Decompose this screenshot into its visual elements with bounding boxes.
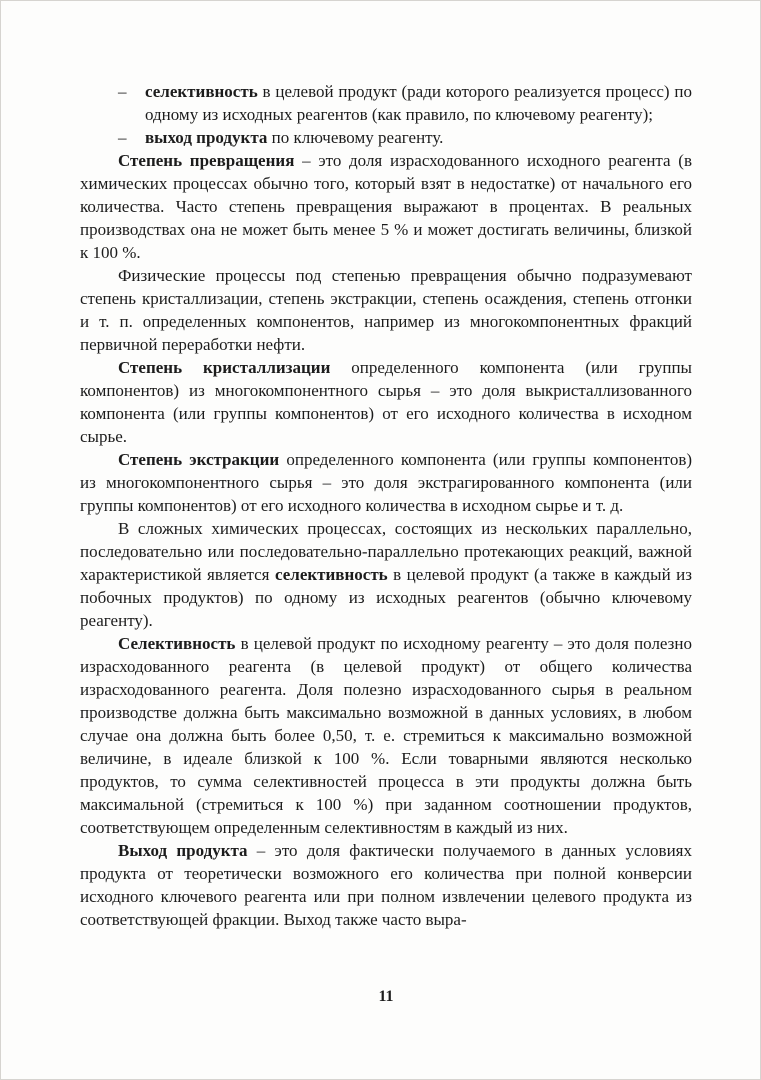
bold-term: селективность <box>274 565 388 584</box>
bold-term: селективность <box>145 82 258 101</box>
list-item <box>80 80 692 126</box>
bold-term: Степень кристаллизации <box>118 358 331 377</box>
text-run: в целевой продукт (а также в каждый из побочных продуктов) по одному из исходных реагентов (обычно ключевому реагенту). <box>80 565 692 630</box>
bold-term: Степень превращения <box>118 151 295 170</box>
bullet-list <box>80 80 692 149</box>
bold-term: Выход продукта <box>118 841 248 860</box>
page-content <box>80 80 692 931</box>
bold-term: Селективность <box>118 634 236 653</box>
paragraph <box>80 149 692 264</box>
text-run: В сложных химических процессах, состоящих из нескольких параллельно, последовательно или последовательно-параллельно протекающих реакций, важной характеристикой является <box>80 519 692 584</box>
bold-term: выход продукта <box>145 128 268 147</box>
paragraph <box>80 356 692 448</box>
paragraph <box>80 517 692 632</box>
text-run: по ключевому реагенту. <box>267 128 444 147</box>
page-number: 11 <box>378 988 394 1005</box>
text-run: – это доля фактически получаемого в данных условиях продукта от теоретически возможного его количества при полной конверсии исходного ключевого реагента или при полном извлечении целевого продукта из соответствующей фракции. Выход также часто выра- <box>80 841 692 929</box>
paragraph <box>80 448 692 517</box>
paragraph <box>80 632 692 839</box>
list-item <box>80 126 692 149</box>
paragraph <box>80 264 692 356</box>
list-item-text <box>145 82 692 124</box>
dash-marker: – <box>118 128 127 147</box>
dash-marker: – <box>118 82 127 101</box>
bold-term: Степень экстракции <box>118 450 280 469</box>
paragraph-block <box>80 149 692 931</box>
list-item-text <box>145 128 443 147</box>
text-run: в целевой продукт по исходному реагенту – это доля полезно израсходованного реагента (в целевой продукт) от общего количества израсходованного реагента. Доля полезно израсходованного сырья в реальном производстве должна быть максимально возможной в данных условиях, в любом случае она должна быть более 0,50, т. е. стремиться к максимально возможной величине, в идеале близкой к 100 %. Если товарными являются несколько продуктов, то сумма селективностей процесса в эти продукты должна быть максимальной (стремиться к 100 %) при заданном соотношении продуктов, соответствующем определенным селективностям в каждый из них. <box>80 634 692 837</box>
text-run: определенного компонента (или группы компонентов) из многокомпонентного сырья – это доля экстрагированного компонента (или группы компонентов) от его исходного количества в исходном сырье и т. д. <box>80 450 693 515</box>
paragraph <box>80 839 692 931</box>
text-run: в целевой продукт (ради которого реализуется процесс) по одному из исходных реагентов (как правило, по ключевому реагенту); <box>145 82 692 124</box>
text-run: Физические процессы под степенью превращения обычно подразумевают степень кристаллизации, степень экстракции, степень осаждения, степень отгонки и т. п. определенных компонентов, например из многокомпонентных фракций первичной переработки нефти. <box>80 266 692 354</box>
text-run: – это доля израсходованного исходного реагента (в химических процессах обычно того, который взят в недостатке) от начального его количества. Часто степень превращения выражают в процентах. В реальных производствах она не может быть менее 5 % и может достигать величины, близкой к 100 %. <box>80 151 692 262</box>
text-run: определенного компонента (или группы компонентов) из многокомпонентного сырья – это доля выкристаллизованного компонента (или группы компонентов) от его исходного количества в исходном сырье. <box>80 358 692 446</box>
